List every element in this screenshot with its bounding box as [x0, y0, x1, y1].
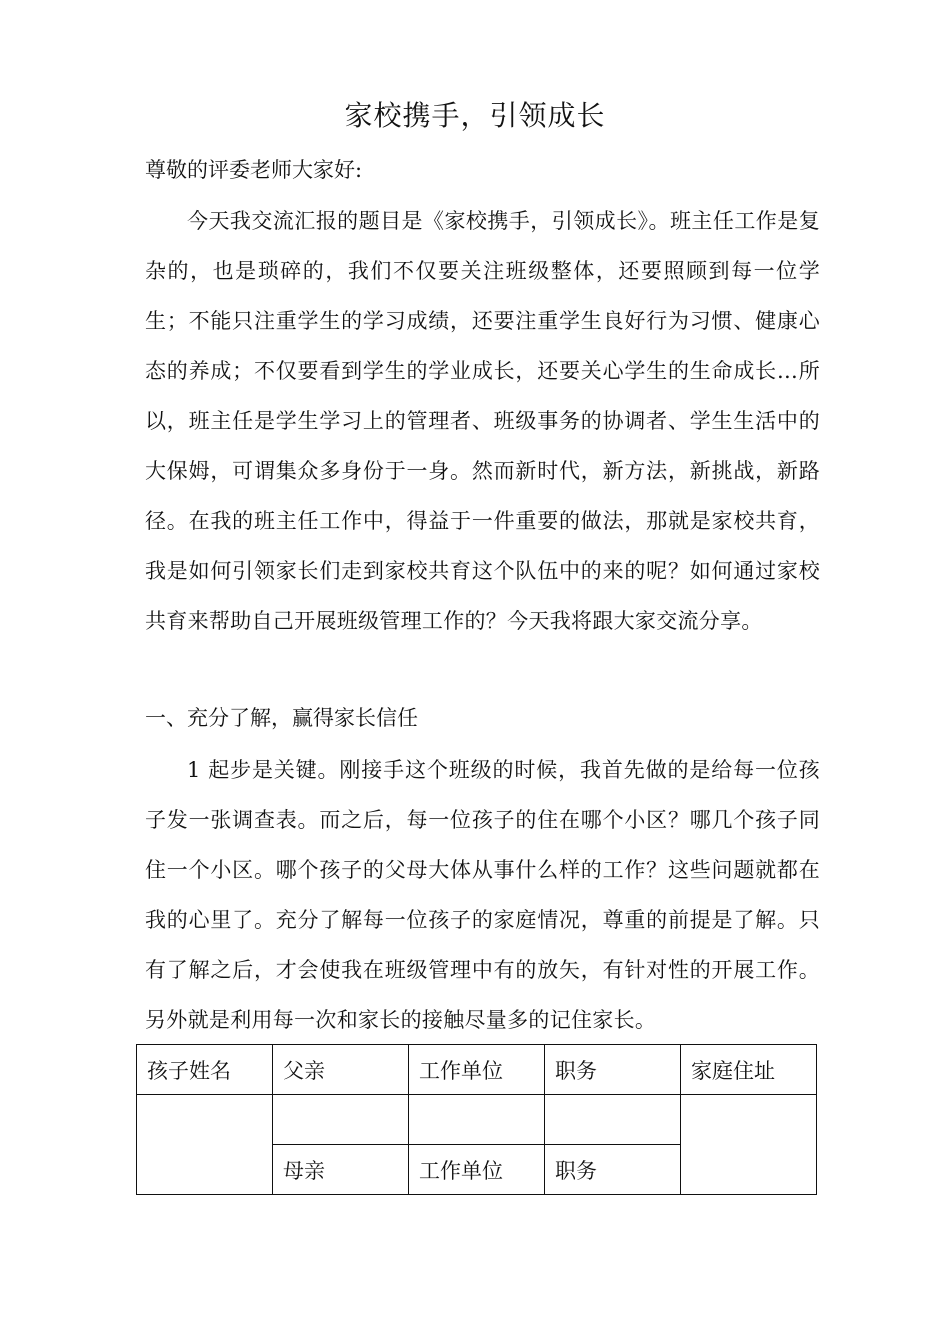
greeting-line: 尊敬的评委老师大家好: — [145, 158, 363, 182]
table-row — [137, 1045, 817, 1095]
survey-table — [136, 1044, 817, 1195]
table-cell-home-address: 家庭住址 — [681, 1045, 817, 1095]
intro-paragraph: 今天我交流汇报的题目是《家校携手，引领成长》。班主任工作是复杂的，也是琐碎的，我们不仅要关注班级整体，还要照顾到每一位学生；不能只注重学生的学习成绩，还要注重学生良好行为习惯、健康心态的养成；不仅要看到学生的学业成长，还要关心学生的生命成长…所以，班主任是学生学习上的管理者、班级事务的协调者、学生生活中的大保姆，可谓集众多身份于一身。然而新时代，新方法，新挑战，新路径。在我的班主任工作中，得益于一件重要的做法，那就是家校共育，我是如何引领家长们走到家校共育这个队伍中的来的呢？如何通过家校共育来帮助自己开展班级管理工作的？今天我将跟大家交流分享。 — [145, 209, 820, 633]
table-cell-empty — [409, 1095, 545, 1145]
section-heading: 一、充分了解，赢得家长信任 — [145, 706, 418, 730]
table-cell-father: 父亲 — [273, 1045, 409, 1095]
table-cell-work-unit: 工作单位 — [409, 1045, 545, 1095]
table-cell-child-name: 孩子姓名 — [137, 1045, 273, 1095]
table-cell-mother: 母亲 — [273, 1145, 409, 1195]
table-cell-empty — [681, 1095, 817, 1195]
document-title: 家校携手，引领成长 — [344, 99, 606, 132]
section-paragraph: 1 起步是关键。刚接手这个班级的时候，我首先做的是给每一位孩子发一张调查表。而之后，每一位孩子的住在哪个小区？哪几个孩子同住一个小区。哪个孩子的父母大体从事什么样的工作？这些问题就都在我的心里了。充分了解每一位孩子的家庭情况，尊重的前提是了解。只有了解之后，才会使我在班级管理中有的放矢，有针对性的开展工作。另外就是利用每一次和家长的接触尽量多的记住家长。 — [145, 758, 820, 1032]
table-cell-empty — [545, 1095, 681, 1145]
table-cell-empty — [273, 1095, 409, 1145]
table-row — [137, 1095, 817, 1145]
table-cell-empty — [137, 1095, 273, 1195]
table-cell-work-unit: 工作单位 — [409, 1145, 545, 1195]
table-cell-position: 职务 — [545, 1045, 681, 1095]
table-cell-position: 职务 — [545, 1145, 681, 1195]
